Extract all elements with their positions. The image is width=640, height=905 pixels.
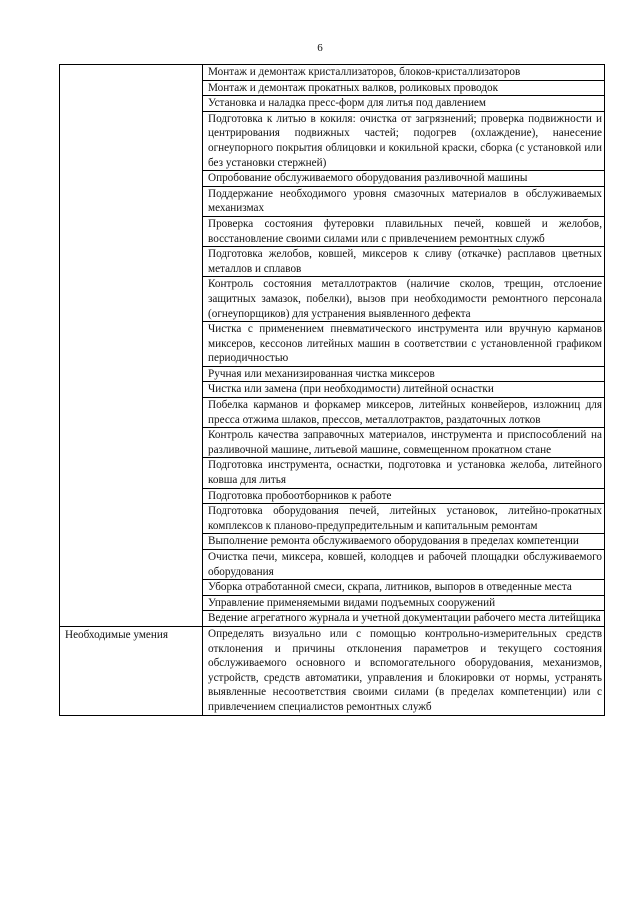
- labor-action-item: Подготовка к литью в кокиля: очистка от загрязнений; проверка подвижности и центрирования подвижных частей; подогрев (охлаждение), нанесение огнеупорного покрытия облицовки и кокильной краски, сборка (с установкой или без установки стержней): [203, 111, 605, 170]
- labor-action-item: Уборка отработанной смеси, скрапа, литников, выпоров в отведенные места: [203, 580, 605, 596]
- labor-action-item: Выполнение ремонта обслуживаемого оборудования в пределах компетенции: [203, 534, 605, 550]
- labor-action-item: Ручная или механизированная чистка миксеров: [203, 366, 605, 382]
- requirements-table: [59, 64, 605, 716]
- labor-action-item: Поддержание необходимого уровня смазочных материалов в обслуживаемых механизмах: [203, 186, 605, 216]
- skill-row: [60, 626, 605, 715]
- labor-action-item: Монтаж и демонтаж прокатных валков, роликовых проводок: [203, 80, 605, 96]
- labor-action-item: Установка и наладка пресс-форм для литья под давлением: [203, 96, 605, 112]
- labor-actions-label-cell: [60, 65, 203, 627]
- labor-action-item: Проверка состояния футеровки плавильных печей, ковшей и желобов, восстановление своими силами или с привлечением ремонтных служб: [203, 216, 605, 246]
- labor-action-item: Подготовка пробоотборников к работе: [203, 488, 605, 504]
- labor-action-item: Побелка карманов и форкамер миксеров, литейных конвейеров, изложниц для пресса отжима шлаков, прессов, металлотрактов, раздаточных лотков: [203, 398, 605, 428]
- labor-action-item: Контроль состояния металлотрактов (наличие сколов, трещин, отслоение защитных замазок, побелки), вызов при необходимости ремонтного персонала (огнеупорщиков) для устранения выявленного дефекта: [203, 277, 605, 322]
- skill-item: Определять визуально или с помощью контрольно-измерительных средств отклонения и причины отклонения параметров и текущего состояния обслуживаемого основного и вспомогательного оборудования, механизмов, устройств, средств автоматики, управления и блокировки от нормы, устранять выявленные несоответствия своими силами (в пределах компетенции) или с привлечением специалистов ремонтных служб: [203, 626, 605, 715]
- labor-action-item: Управление применяемыми видами подъемных сооружений: [203, 595, 605, 611]
- labor-action-item: Подготовка оборудования печей, литейных установок, литейно-прокатных комплексов к планово-предупредительным и капитальным ремонтам: [203, 504, 605, 534]
- labor-action-item: Опробование обслуживаемого оборудования разливочной машины: [203, 171, 605, 187]
- labor-action-item: Подготовка инструмента, оснастки, подготовка и установка желоба, литейного ковша для литья: [203, 458, 605, 488]
- page-number: 6: [317, 42, 323, 54]
- labor-action-item: Чистка с применением пневматического инструмента или вручную карманов миксеров, кессонов литейных машин в соответствии с установленной графиком периодичностью: [203, 322, 605, 367]
- labor-action-item: Чистка или замена (при необходимости) литейной оснастки: [203, 382, 605, 398]
- labor-action-item: Монтаж и демонтаж кристаллизаторов, блоков-кристаллизаторов: [203, 65, 605, 81]
- labor-action-row: [60, 65, 605, 81]
- table-body: [60, 65, 605, 716]
- skills-label-cell: Необходимые умения: [60, 626, 203, 715]
- labor-action-item: Контроль качества заправочных материалов, инструмента и приспособлений на разливочной машине, литьевой машине, совмещенном прокатном стане: [203, 428, 605, 458]
- labor-action-item: Подготовка желобов, ковшей, миксеров к сливу (откачке) расплавов цветных металлов и сплавов: [203, 247, 605, 277]
- labor-action-item: Очистка печи, миксера, ковшей, колодцев и рабочей площадки обслуживаемого оборудования: [203, 550, 605, 580]
- labor-action-item: Ведение агрегатного журнала и учетной документации рабочего места литейщика: [203, 611, 605, 627]
